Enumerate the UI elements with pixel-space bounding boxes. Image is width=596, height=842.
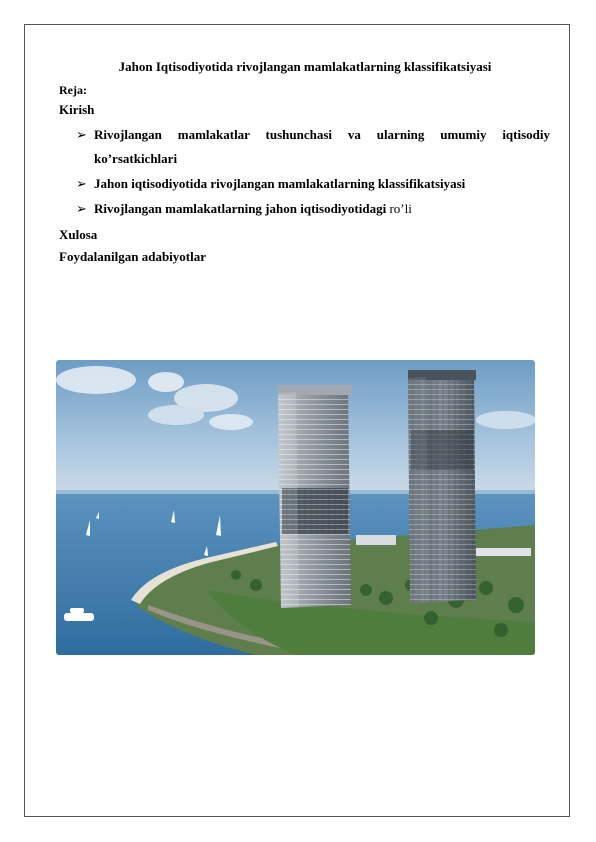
- conclusion-heading: Xulosa: [59, 227, 98, 242]
- plan-item-2: Jahon iqtisodiyotida rivojlangan mamlakatlarning klassifikatsiyasi: [94, 176, 466, 191]
- plan-item-1-line-1: Rivojlangan mamlakatlar tushunchasi va ularning umumiy iqtisodiy: [94, 127, 550, 142]
- tower-left: [278, 385, 352, 608]
- skyscrapers-illustration: [56, 360, 535, 655]
- arrowhead-bullet-icon: ➢: [76, 127, 87, 142]
- arrowhead-bullet-icon: ➢: [76, 176, 87, 191]
- plan-item-3: [94, 201, 550, 217]
- document-title: Jahon Iqtisodiyotida rivojlangan mamlakatlarning klassifikatsiyasi: [118, 59, 492, 74]
- arrowhead-bullet-icon: ➢: [76, 201, 87, 216]
- plan-item-1-line-2: ko’rsatkichlari: [94, 151, 178, 166]
- tower-right: [408, 370, 476, 603]
- plan-item-3-suffix: ro’li: [389, 201, 412, 216]
- skyscrapers-photo: [56, 360, 535, 655]
- plan-item-3-text: Rivojlangan mamlakatlarning jahon iqtisodiyotidagi: [94, 201, 387, 216]
- intro-heading: Kirish: [59, 102, 95, 117]
- references-heading: Foydalanilgan adabiyotlar: [59, 249, 206, 264]
- plan-label: Reja:: [59, 83, 87, 97]
